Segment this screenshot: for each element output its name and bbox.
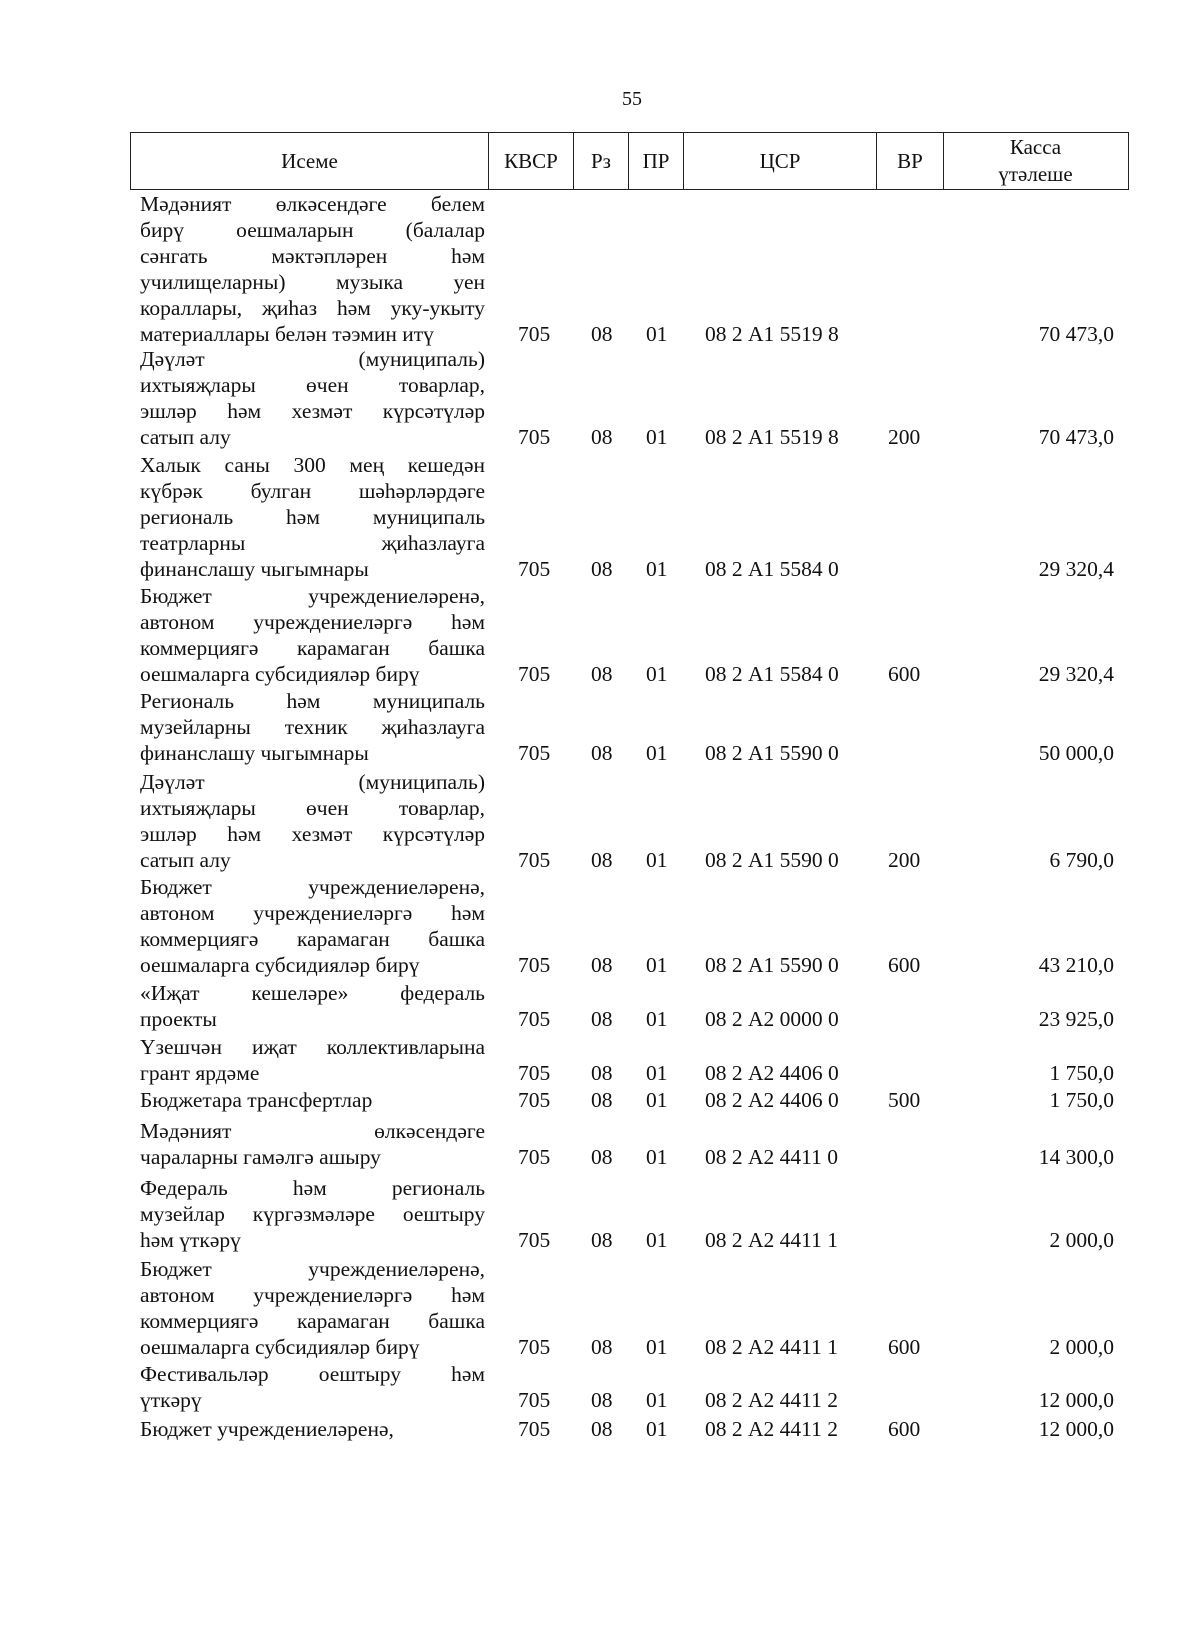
row-rz: 08 (591, 1145, 613, 1169)
row-rz: 08 (591, 741, 613, 765)
row-csr: 08 2 А2 4411 0 (705, 1145, 838, 1169)
row-rz: 08 (591, 425, 613, 449)
row-sum: 70 473,0 (1038, 322, 1114, 346)
row-pr: 01 (646, 1088, 668, 1112)
row-name-line: коммерциягә карамаган башка (140, 636, 485, 660)
row-kvsr: 705 (518, 848, 551, 872)
header-vr: ВР (876, 133, 943, 189)
row-name (140, 583, 485, 687)
header-cash-line1: Касса (1009, 135, 1062, 159)
row-name-line: оешмаларга субсидияләр бирү (140, 953, 420, 977)
row-csr: 08 2 А2 4411 2 (705, 1417, 838, 1441)
row-name-line: Мәдәният өлкәсендәге белем (140, 192, 485, 216)
row-kvsr: 705 (518, 425, 551, 449)
row-sum: 1 750,0 (1049, 1088, 1114, 1112)
row-rz: 08 (591, 1007, 613, 1031)
header-kvsr: КВСР (488, 133, 573, 189)
row-kvsr: 705 (518, 1228, 551, 1252)
row-name-line: күбрәк булган шәһәрләрдәге (140, 479, 485, 503)
row-name-line: коммерциягә карамаган башка (140, 927, 485, 951)
row-name-line: грант ярдәме (140, 1061, 260, 1085)
row-sum: 2 000,0 (1049, 1335, 1114, 1359)
row-csr: 08 2 А1 5584 0 (705, 662, 839, 686)
row-kvsr: 705 (518, 557, 551, 581)
row-pr: 01 (646, 1388, 668, 1412)
row-name (140, 1118, 485, 1170)
row-name-line: училищеларны) музыка уен (140, 270, 485, 294)
row-rz: 08 (591, 1228, 613, 1252)
header-pr: ПР (628, 133, 683, 189)
row-name-line: чараларны гамәлгә ашыру (140, 1145, 381, 1169)
row-kvsr: 705 (518, 662, 551, 686)
row-sum: 14 300,0 (1038, 1145, 1114, 1169)
row-pr: 01 (646, 662, 668, 686)
row-name-line: Региональ һәм муниципаль (140, 689, 485, 713)
row-csr: 08 2 А1 5519 8 (705, 322, 839, 346)
row-vr: 200 (888, 425, 921, 449)
row-pr: 01 (646, 557, 668, 581)
row-name-line: кораллары, җиһаз һәм уку-укыту (140, 296, 485, 320)
row-name-line: Федераль һәм региональ (140, 1176, 485, 1200)
row-pr: 01 (646, 425, 668, 449)
row-name (140, 1087, 485, 1113)
row-sum: 12 000,0 (1038, 1388, 1114, 1412)
row-name (140, 346, 485, 450)
row-name-line: автоном учреждениеләргә һәм (140, 901, 485, 925)
page-number: 55 (622, 88, 642, 110)
row-name (140, 980, 485, 1032)
row-pr: 01 (646, 1417, 668, 1441)
header-cash-line2: үтәлеше (998, 162, 1073, 186)
row-vr: 600 (888, 662, 921, 686)
table-header (130, 132, 1129, 190)
row-kvsr: 705 (518, 741, 551, 765)
row-name (140, 1416, 485, 1442)
row-pr: 01 (646, 848, 668, 872)
row-name-line: ихтыяҗлары өчен товарлар, (140, 373, 485, 397)
row-name-line: эшләр һәм хезмәт күрсәтүләр (140, 399, 485, 423)
row-csr: 08 2 А1 5590 0 (705, 848, 839, 872)
row-name-line: проекты (140, 1007, 217, 1031)
row-csr: 08 2 А2 4406 0 (705, 1061, 839, 1085)
row-name-line: һәм үткәрү (140, 1228, 241, 1252)
row-name-line: музейлар күргәзмәләре оештыру (140, 1202, 485, 1226)
row-name-line: коммерциягә карамаган башка (140, 1309, 485, 1333)
row-csr: 08 2 А2 4411 2 (705, 1388, 838, 1412)
row-sum: 43 210,0 (1038, 953, 1114, 977)
row-kvsr: 705 (518, 1061, 551, 1085)
row-csr: 08 2 А1 5584 0 (705, 557, 839, 581)
row-name-line: Фестивальләр оештыру һәм (140, 1362, 485, 1386)
row-rz: 08 (591, 1388, 613, 1412)
row-pr: 01 (646, 1145, 668, 1169)
row-name-line: финанслашу чыгымнары (140, 741, 369, 765)
row-name (140, 688, 485, 766)
row-rz: 08 (591, 1061, 613, 1085)
row-name-line: Дәүләт (муниципаль) (140, 347, 485, 371)
row-sum: 23 925,0 (1038, 1007, 1114, 1031)
row-kvsr: 705 (518, 1388, 551, 1412)
row-pr: 01 (646, 322, 668, 346)
row-name-line: финанслашу чыгымнары (140, 557, 369, 581)
row-sum: 1 750,0 (1049, 1061, 1114, 1085)
row-name-line: Мәдәният өлкәсендәге (140, 1119, 485, 1143)
row-kvsr: 705 (518, 1007, 551, 1031)
row-name-line: бирү оешмаларын (балалар (140, 218, 485, 242)
row-name-line: эшләр һәм хезмәт күрсәтүләр (140, 822, 485, 846)
row-rz: 08 (591, 1088, 613, 1112)
row-name-line: үткәрү (140, 1388, 202, 1412)
row-name-line: Үзешчән иҗат коллективларына (140, 1035, 485, 1059)
row-name (140, 1034, 485, 1086)
row-name-line: театрларны җиһазлауга (140, 531, 485, 555)
row-name (140, 452, 485, 582)
row-rz: 08 (591, 953, 613, 977)
row-rz: 08 (591, 1417, 613, 1441)
row-kvsr: 705 (518, 1145, 551, 1169)
row-name-line: Бюджет учреждениеләренә, (140, 875, 485, 899)
row-name (140, 769, 485, 873)
row-name (140, 191, 485, 347)
row-csr: 08 2 А1 5519 8 (705, 425, 839, 449)
row-kvsr: 705 (518, 953, 551, 977)
row-name-line: музейларны техник җиһазлауга (140, 715, 485, 739)
row-vr: 500 (888, 1088, 921, 1112)
row-sum: 29 320,4 (1038, 557, 1114, 581)
row-csr: 08 2 А1 5590 0 (705, 953, 839, 977)
header-cash (943, 133, 1127, 189)
row-name-line: Дәүләт (муниципаль) (140, 770, 485, 794)
row-name-line: Бюджетара трансфертлар (140, 1088, 373, 1112)
row-name-line: сатып алу (140, 425, 231, 449)
row-csr: 08 2 А2 4411 1 (705, 1228, 838, 1252)
row-name-line: Бюджет учреждениеләренә, (140, 584, 485, 608)
row-sum: 12 000,0 (1038, 1417, 1114, 1441)
row-name (140, 874, 485, 978)
row-rz: 08 (591, 557, 613, 581)
row-name (140, 1256, 485, 1360)
row-sum: 2 000,0 (1049, 1228, 1114, 1252)
row-rz: 08 (591, 322, 613, 346)
header-csr: ЦСР (683, 133, 876, 189)
row-pr: 01 (646, 1007, 668, 1031)
row-name (140, 1175, 485, 1253)
row-pr: 01 (646, 953, 668, 977)
row-sum: 6 790,0 (1049, 848, 1114, 872)
row-sum: 70 473,0 (1038, 425, 1114, 449)
row-vr: 600 (888, 953, 921, 977)
row-name-line: Халык саны 300 мең кешедән (140, 453, 485, 477)
row-name-line: автоном учреждениеләргә һәм (140, 610, 485, 634)
row-pr: 01 (646, 1061, 668, 1085)
row-name-line: сатып алу (140, 848, 231, 872)
row-kvsr: 705 (518, 1417, 551, 1441)
row-csr: 08 2 А1 5590 0 (705, 741, 839, 765)
row-pr: 01 (646, 1228, 668, 1252)
row-name-line: автоном учреждениеләргә һәм (140, 1283, 485, 1307)
row-name-line: ихтыяҗлары өчен товарлар, (140, 796, 485, 820)
row-sum: 50 000,0 (1038, 741, 1114, 765)
row-name-line: материаллары белән тәэмин итү (140, 322, 434, 346)
row-name-line: оешмаларга субсидияләр бирү (140, 1335, 420, 1359)
row-sum: 29 320,4 (1038, 662, 1114, 686)
header-name: Исеме (281, 148, 338, 173)
row-csr: 08 2 А2 4406 0 (705, 1088, 839, 1112)
row-rz: 08 (591, 848, 613, 872)
row-vr: 600 (888, 1417, 921, 1441)
row-name-line: оешмаларга субсидияләр бирү (140, 662, 420, 686)
row-kvsr: 705 (518, 322, 551, 346)
row-kvsr: 705 (518, 1088, 551, 1112)
row-name-line: сәнгать мәктәпләрен һәм (140, 244, 485, 268)
row-name-line: «Иҗат кешеләре» федераль (140, 981, 485, 1005)
row-name-line: Бюджет учреждениеләренә, (140, 1417, 394, 1441)
row-pr: 01 (646, 1335, 668, 1359)
row-kvsr: 705 (518, 1335, 551, 1359)
row-vr: 200 (888, 848, 921, 872)
row-name-line: Бюджет учреждениеләренә, (140, 1257, 485, 1281)
row-name (140, 1361, 485, 1413)
row-csr: 08 2 А2 0000 0 (705, 1007, 839, 1031)
row-pr: 01 (646, 741, 668, 765)
row-rz: 08 (591, 1335, 613, 1359)
row-csr: 08 2 А2 4411 1 (705, 1335, 838, 1359)
row-rz: 08 (591, 662, 613, 686)
row-vr: 600 (888, 1335, 921, 1359)
header-rz: Рз (573, 133, 628, 189)
row-name-line: региональ һәм муниципаль (140, 505, 485, 529)
